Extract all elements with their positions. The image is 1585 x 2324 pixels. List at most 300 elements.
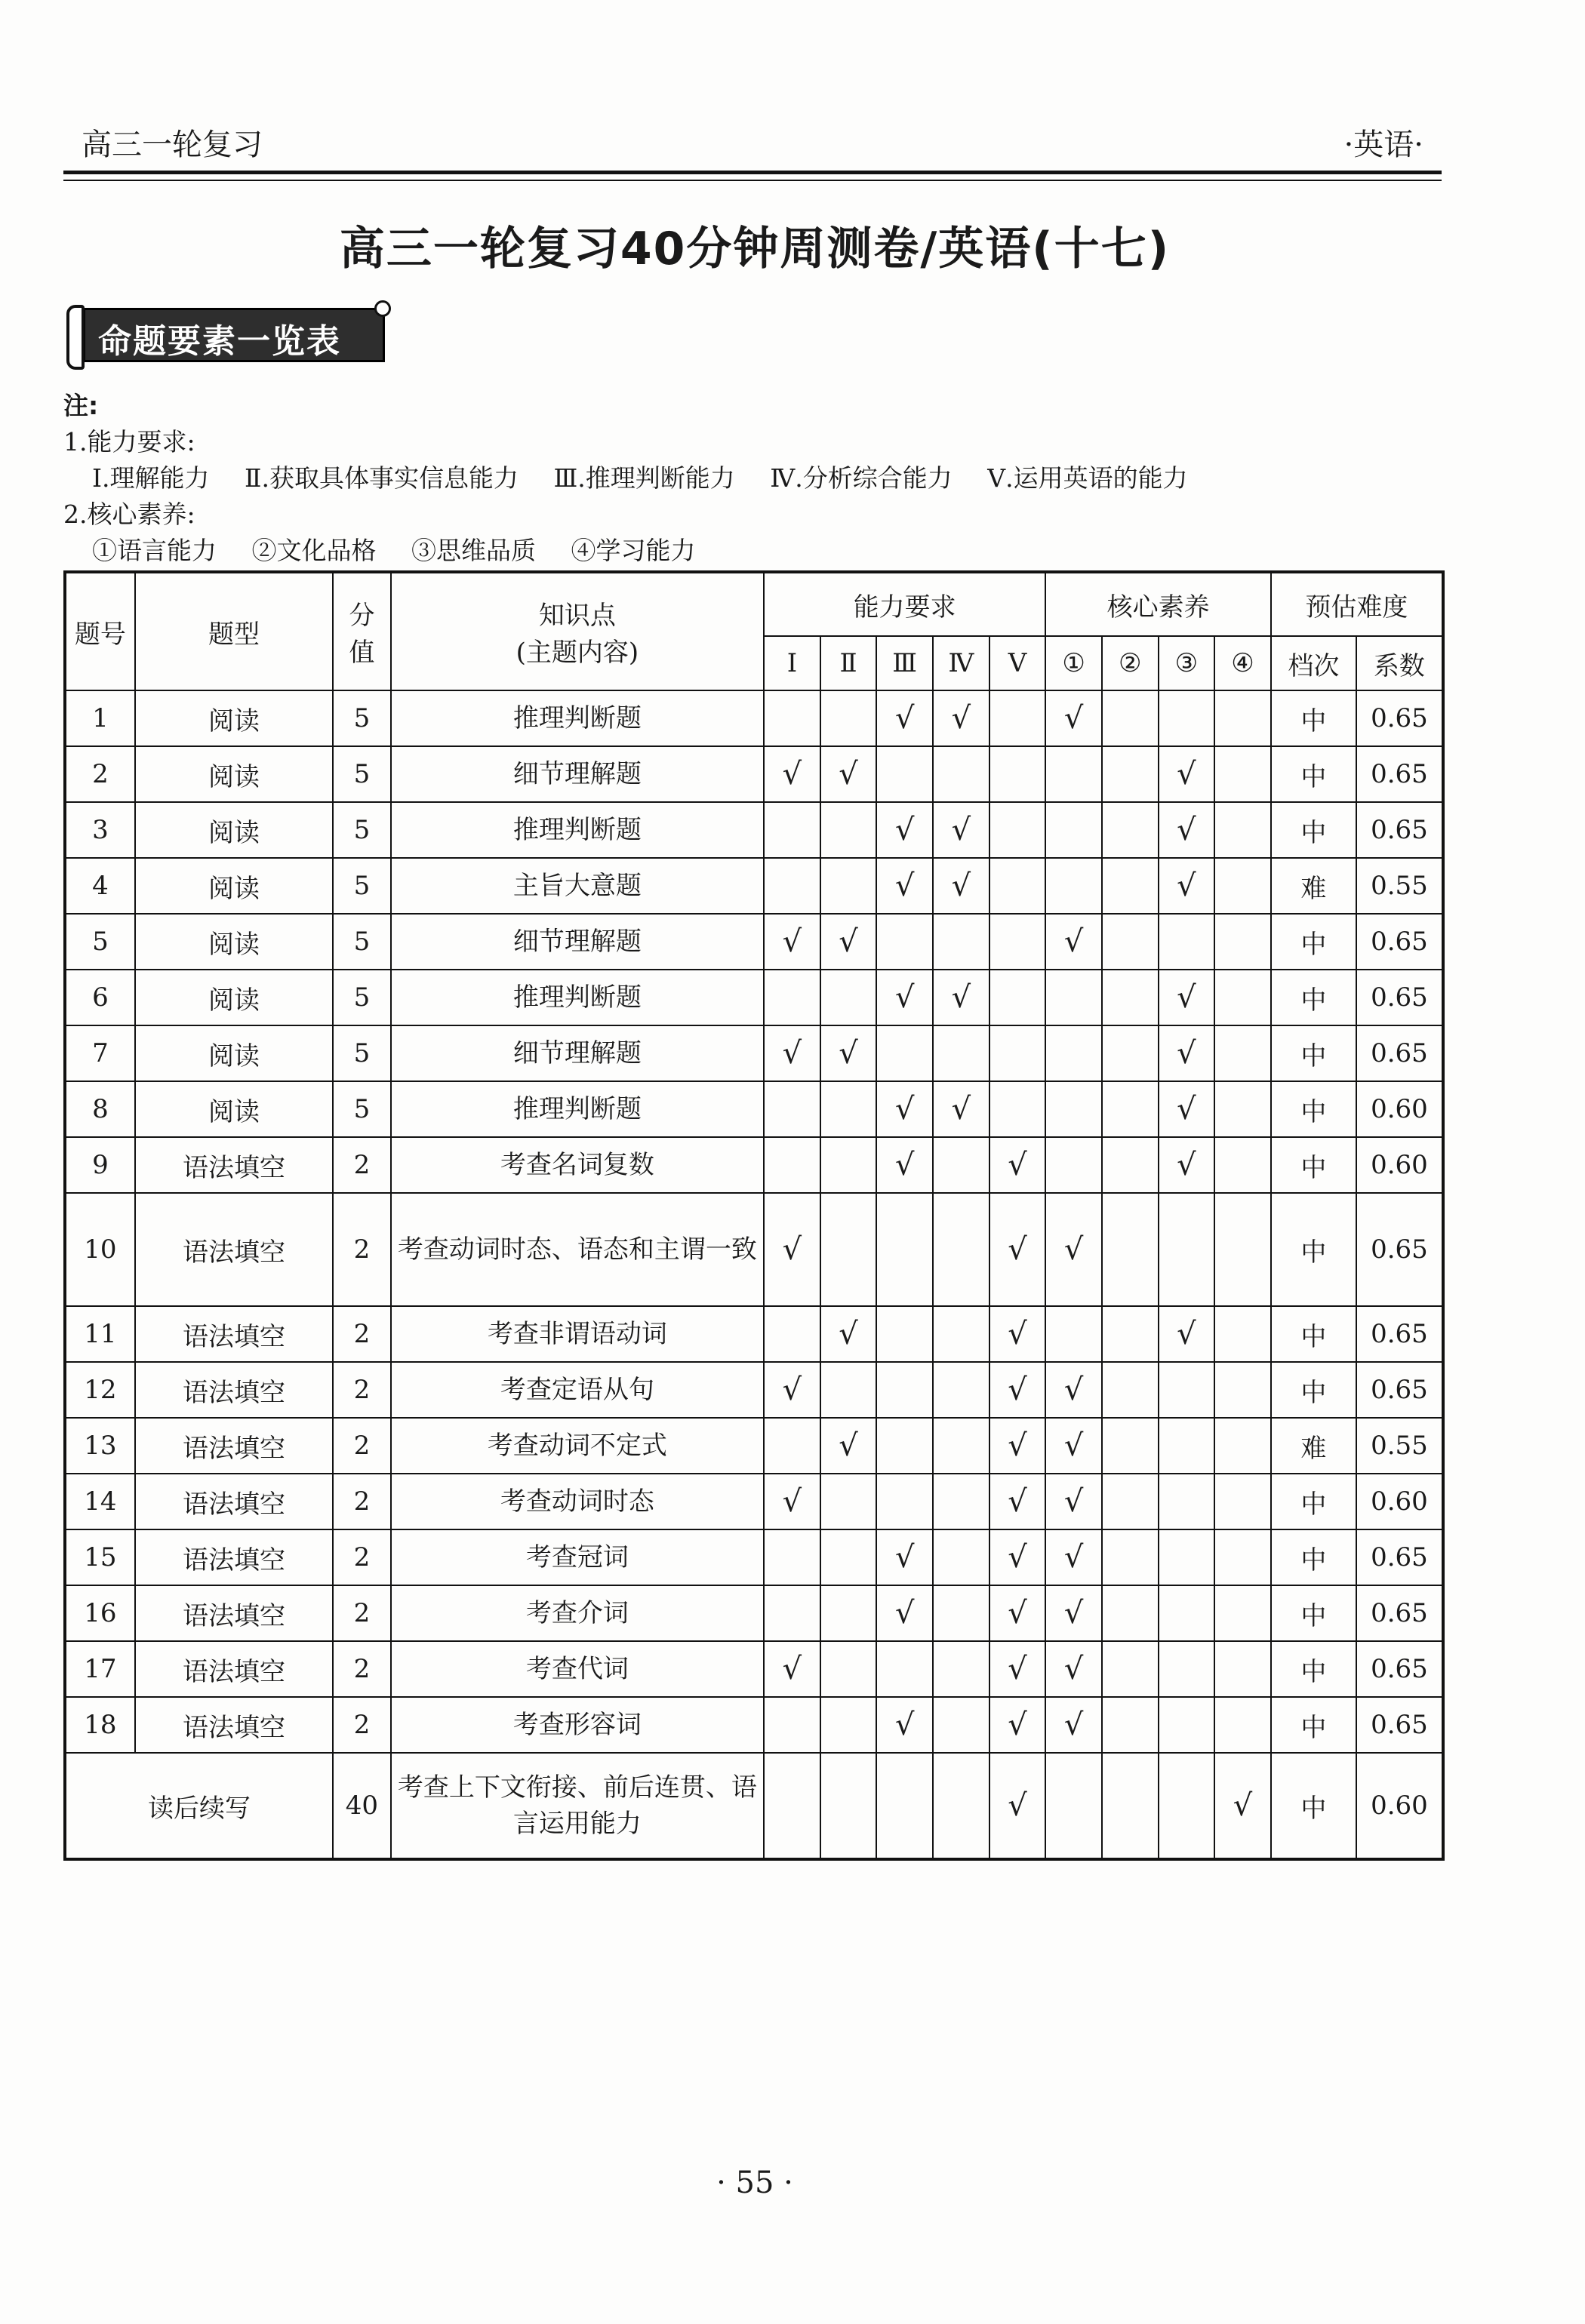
table-row (65, 1641, 1443, 1697)
ability-check-cell: √ (933, 858, 989, 914)
ability-check-cell (820, 858, 877, 914)
core-check-cell (1159, 1753, 1215, 1859)
core-item: ③思维品质 (411, 536, 536, 565)
ability-check-cell: √ (876, 1081, 933, 1137)
cell-kp: 考查冠词 (391, 1529, 764, 1585)
core-check-cell (1214, 1697, 1271, 1753)
page-number: · 55 · (716, 2166, 793, 2200)
core-check-cell (1045, 802, 1102, 858)
cell-type: 语法填空 (135, 1306, 333, 1362)
cell-score: 5 (333, 1081, 391, 1137)
ability-check-cell (933, 746, 989, 802)
ability-check-cell (820, 1697, 877, 1753)
ability-check-cell (820, 1641, 877, 1697)
ability-check-cell (989, 802, 1046, 858)
core-item: ②文化品格 (251, 536, 377, 565)
ability-check-cell (764, 690, 820, 746)
cell-level: 中 (1271, 1641, 1356, 1697)
core-check-cell: √ (1159, 1025, 1215, 1081)
table-row (65, 1529, 1443, 1585)
cell-type: 语法填空 (135, 1362, 333, 1418)
ability-check-cell (989, 914, 1046, 970)
cell-kp: 考查非谓语动词 (391, 1306, 764, 1362)
core-check-cell (1214, 1137, 1271, 1193)
cell-type: 语法填空 (135, 1529, 333, 1585)
cell-coef: 0.60 (1356, 1081, 1443, 1137)
cell-kp: 考查形容词 (391, 1697, 764, 1753)
cell-num: 3 (65, 802, 135, 858)
cell-type: 阅读 (135, 858, 333, 914)
notes (63, 388, 1215, 569)
core-check-cell (1045, 1025, 1102, 1081)
header-rule-thick (63, 171, 1442, 174)
cell-type: 阅读 (135, 1025, 333, 1081)
cell-type: 语法填空 (135, 1697, 333, 1753)
cell-type: 阅读 (135, 914, 333, 970)
core-check-cell (1159, 690, 1215, 746)
level-col-header: 档次 (1271, 636, 1356, 690)
cell-type: 阅读 (135, 802, 333, 858)
cell-level: 中 (1271, 1585, 1356, 1641)
ability-check-cell (876, 746, 933, 802)
ability-check-cell (820, 1474, 877, 1529)
core-title: 2.核心素养: (63, 500, 195, 529)
ability-check-cell: √ (764, 914, 820, 970)
cell-score: 2 (333, 1193, 391, 1306)
ability-check-cell: √ (876, 858, 933, 914)
table-row (65, 1362, 1443, 1418)
cell-num: 9 (65, 1137, 135, 1193)
core-check-cell (1045, 858, 1102, 914)
cell-num: 2 (65, 746, 135, 802)
core-check-cell (1045, 746, 1102, 802)
cell-level: 中 (1271, 1697, 1356, 1753)
cell-num: 6 (65, 970, 135, 1025)
cell-level: 中 (1271, 970, 1356, 1025)
core-check-cell: √ (1045, 1641, 1102, 1697)
cell-coef: 0.65 (1356, 1193, 1443, 1306)
core-check-cell: √ (1045, 1474, 1102, 1529)
cell-kp: 细节理解题 (391, 1025, 764, 1081)
cell-coef: 0.65 (1356, 1641, 1443, 1697)
cell-num: 16 (65, 1585, 135, 1641)
cell-num: 12 (65, 1362, 135, 1418)
cell-score: 2 (333, 1529, 391, 1585)
ability-check-cell: √ (764, 1193, 820, 1306)
ability-check-cell (820, 1137, 877, 1193)
core-check-cell (1102, 858, 1159, 914)
cell-kp: 考查名词复数 (391, 1137, 764, 1193)
table-row (65, 1137, 1443, 1193)
ability-check-cell (764, 1529, 820, 1585)
ability-check-cell: √ (876, 1585, 933, 1641)
ability-check-cell (820, 1193, 877, 1306)
header-subject: ·英语· (1343, 128, 1423, 162)
ability-check-cell (764, 970, 820, 1025)
core-check-cell: √ (1045, 914, 1102, 970)
ability-check-cell (989, 970, 1046, 1025)
table-row (65, 1585, 1443, 1641)
cell-score: 2 (333, 1474, 391, 1529)
cell-num: 7 (65, 1025, 135, 1081)
core-check-cell (1214, 746, 1271, 802)
ability-check-cell: √ (876, 690, 933, 746)
core-check-cell (1102, 1137, 1159, 1193)
col-kp-header (391, 572, 764, 690)
ability-check-cell (764, 1137, 820, 1193)
cell-coef: 0.65 (1356, 970, 1443, 1025)
kp-header-main: 知识点 (538, 601, 616, 631)
core-check-cell (1102, 1585, 1159, 1641)
ability-check-cell (820, 802, 877, 858)
ability-item: Ⅲ.推理判断能力 (553, 463, 735, 493)
cell-coef: 0.60 (1356, 1474, 1443, 1529)
core-group-header: 核心素养 (1045, 572, 1271, 636)
ability-item: Ⅳ.分析综合能力 (770, 463, 953, 493)
page-header (63, 121, 1442, 166)
ability-check-cell (764, 1081, 820, 1137)
ability-check-cell: √ (989, 1362, 1046, 1418)
ability-check-cell (876, 914, 933, 970)
core-check-cell (1102, 1193, 1159, 1306)
cell-coef: 0.65 (1356, 914, 1443, 970)
ability-check-cell (933, 1418, 989, 1474)
ability-check-cell: √ (989, 1753, 1046, 1859)
cell-coef: 0.65 (1356, 746, 1443, 802)
cell-num: 15 (65, 1529, 135, 1585)
cell-type: 语法填空 (135, 1193, 333, 1306)
core-check-cell (1102, 1753, 1159, 1859)
ability-check-cell (876, 1306, 933, 1362)
ability-check-cell: √ (989, 1306, 1046, 1362)
cell-type: 语法填空 (135, 1641, 333, 1697)
core-check-cell: √ (1045, 1362, 1102, 1418)
cell-coef: 0.55 (1356, 858, 1443, 914)
ability-check-cell: √ (933, 1081, 989, 1137)
core-check-cell (1214, 1306, 1271, 1362)
ability-check-cell: √ (933, 970, 989, 1025)
core-check-cell (1214, 1418, 1271, 1474)
core-check-cell: √ (1045, 1193, 1102, 1306)
ability-check-cell (933, 1137, 989, 1193)
ability-check-cell (820, 1362, 877, 1418)
core-check-cell (1102, 802, 1159, 858)
cell-kp: 考查动词时态 (391, 1474, 764, 1529)
cell-level: 中 (1271, 1193, 1356, 1306)
core-check-cell (1214, 1193, 1271, 1306)
ability-check-cell (989, 1025, 1046, 1081)
cell-kp: 推理判断题 (391, 802, 764, 858)
core-check-cell (1045, 970, 1102, 1025)
core-check-cell (1214, 1585, 1271, 1641)
core-check-cell (1045, 1306, 1102, 1362)
col-score-header: 分值 (333, 572, 391, 690)
core-check-cell: √ (1159, 746, 1215, 802)
ability-col-header: Ⅱ (820, 636, 877, 690)
cell-type: 语法填空 (135, 1137, 333, 1193)
cell-score: 2 (333, 1137, 391, 1193)
ability-check-cell: √ (876, 1529, 933, 1585)
cell-score: 2 (333, 1641, 391, 1697)
ability-check-cell (820, 970, 877, 1025)
ability-check-cell (876, 1474, 933, 1529)
table-row (65, 802, 1443, 858)
cell-score: 2 (333, 1697, 391, 1753)
core-check-cell (1214, 970, 1271, 1025)
core-check-cell (1159, 1641, 1215, 1697)
cell-level: 中 (1271, 746, 1356, 802)
core-check-cell (1102, 1418, 1159, 1474)
ability-check-cell (764, 1418, 820, 1474)
cell-kp: 考查动词不定式 (391, 1418, 764, 1474)
cell-coef: 0.65 (1356, 802, 1443, 858)
core-item: ④学习能力 (571, 536, 696, 565)
cell-num: 1 (65, 690, 135, 746)
cell-num: 14 (65, 1474, 135, 1529)
core-check-cell (1045, 1753, 1102, 1859)
cell-coef: 0.65 (1356, 690, 1443, 746)
ability-check-cell (933, 1753, 989, 1859)
ability-check-cell (820, 1585, 877, 1641)
core-check-cell (1159, 1697, 1215, 1753)
core-check-cell (1159, 1585, 1215, 1641)
col-num-header: 题号 (65, 572, 135, 690)
ability-list (63, 460, 1215, 496)
ability-check-cell: √ (764, 1025, 820, 1081)
coef-col-header: 系数 (1356, 636, 1443, 690)
banner-label: 命题要素一览表 (98, 322, 341, 361)
core-check-cell (1214, 1474, 1271, 1529)
ability-check-cell: √ (989, 1137, 1046, 1193)
core-check-cell (1214, 858, 1271, 914)
ability-check-cell: √ (989, 1641, 1046, 1697)
cell-type: 语法填空 (135, 1474, 333, 1529)
cell-type: 阅读 (135, 690, 333, 746)
cell-level: 中 (1271, 802, 1356, 858)
core-check-cell: √ (1045, 1529, 1102, 1585)
ability-check-cell (933, 1362, 989, 1418)
cell-kp: 细节理解题 (391, 914, 764, 970)
core-check-cell (1102, 1306, 1159, 1362)
core-col-header: ① (1045, 636, 1102, 690)
cell-kp: 细节理解题 (391, 746, 764, 802)
ability-check-cell (933, 1474, 989, 1529)
table-row (65, 1025, 1443, 1081)
cell-score: 5 (333, 802, 391, 858)
ability-item: Ⅱ.获取具体事实信息能力 (245, 463, 519, 493)
ability-check-cell: √ (764, 746, 820, 802)
ability-check-cell: √ (820, 1306, 877, 1362)
core-check-cell (1159, 1362, 1215, 1418)
ability-check-cell (876, 1193, 933, 1306)
ability-col-header: Ⅳ (933, 636, 989, 690)
elements-table (63, 570, 1445, 1861)
ability-check-cell: √ (989, 1529, 1046, 1585)
core-check-cell: √ (1045, 1585, 1102, 1641)
ability-check-cell: √ (989, 1193, 1046, 1306)
page-title: 高三一轮复习40分钟周测卷/英语(十七) (339, 223, 1171, 275)
difficulty-group-header: 预估难度 (1271, 572, 1443, 636)
cell-level: 中 (1271, 914, 1356, 970)
cell-kp: 考查介词 (391, 1585, 764, 1641)
ability-check-cell (933, 1641, 989, 1697)
cell-score: 2 (333, 1306, 391, 1362)
core-check-cell: √ (1214, 1753, 1271, 1859)
core-check-cell (1102, 1362, 1159, 1418)
core-check-cell (1102, 1081, 1159, 1137)
ability-check-cell (764, 1753, 820, 1859)
table-row (65, 1081, 1443, 1137)
ability-col-header: Ⅲ (876, 636, 933, 690)
core-check-cell (1045, 1137, 1102, 1193)
cell-type: 阅读 (135, 1081, 333, 1137)
core-check-cell (1214, 1081, 1271, 1137)
cell-type: 阅读 (135, 746, 333, 802)
core-check-cell: √ (1159, 1081, 1215, 1137)
core-col-header: ④ (1214, 636, 1271, 690)
kp-header-sub: (主题内容) (516, 638, 639, 668)
ability-check-cell: √ (764, 1641, 820, 1697)
core-check-cell (1102, 1641, 1159, 1697)
cell-num: 10 (65, 1193, 135, 1306)
core-check-cell (1159, 914, 1215, 970)
table-row (65, 1418, 1443, 1474)
core-check-cell: √ (1159, 858, 1215, 914)
notes-label: 注: (63, 391, 99, 420)
core-check-cell: √ (1045, 1697, 1102, 1753)
cell-num: 5 (65, 914, 135, 970)
core-check-cell (1214, 1641, 1271, 1697)
core-check-cell (1214, 914, 1271, 970)
cell-kp: 考查上下文衔接、前后连贯、语言运用能力 (391, 1753, 764, 1859)
core-check-cell: √ (1159, 970, 1215, 1025)
ability-check-cell (933, 914, 989, 970)
core-check-cell: √ (1159, 1137, 1215, 1193)
cell-score: 5 (333, 858, 391, 914)
cell-num: 11 (65, 1306, 135, 1362)
ability-check-cell (764, 858, 820, 914)
table-row (65, 746, 1443, 802)
ability-check-cell: √ (764, 1474, 820, 1529)
ability-check-cell: √ (876, 1137, 933, 1193)
core-check-cell (1045, 1081, 1102, 1137)
table-row (65, 1697, 1443, 1753)
ability-check-cell: √ (989, 1418, 1046, 1474)
scroll-curl-icon (374, 300, 391, 317)
cell-num: 4 (65, 858, 135, 914)
core-check-cell (1214, 690, 1271, 746)
cell-coef: 0.65 (1356, 1025, 1443, 1081)
core-check-cell: √ (1045, 1418, 1102, 1474)
core-check-cell (1214, 802, 1271, 858)
cell-score: 40 (333, 1753, 391, 1859)
cell-score: 2 (333, 1585, 391, 1641)
cell-level: 中 (1271, 1081, 1356, 1137)
ability-check-cell (876, 1641, 933, 1697)
ability-col-header: Ⅰ (764, 636, 820, 690)
cell-level: 难 (1271, 1418, 1356, 1474)
cell-num: 8 (65, 1081, 135, 1137)
cell-coef: 0.65 (1356, 1529, 1443, 1585)
cell-type: 读后续写 (65, 1753, 333, 1859)
ability-check-cell (876, 1418, 933, 1474)
table-row (65, 914, 1443, 970)
ability-check-cell (876, 1362, 933, 1418)
ability-check-cell (933, 1306, 989, 1362)
cell-kp: 考查定语从句 (391, 1362, 764, 1418)
section-banner (66, 300, 391, 370)
ability-check-cell (764, 1697, 820, 1753)
core-check-cell (1159, 1193, 1215, 1306)
ability-check-cell: √ (820, 746, 877, 802)
ability-check-cell (764, 1585, 820, 1641)
ability-check-cell (820, 1081, 877, 1137)
ability-check-cell: √ (933, 690, 989, 746)
ability-check-cell: √ (989, 1697, 1046, 1753)
ability-check-cell: √ (933, 802, 989, 858)
core-check-cell: √ (1159, 1306, 1215, 1362)
ability-check-cell (933, 1193, 989, 1306)
ability-check-cell (820, 690, 877, 746)
core-check-cell (1102, 970, 1159, 1025)
cell-level: 中 (1271, 1137, 1356, 1193)
cell-kp: 考查代词 (391, 1641, 764, 1697)
core-item: ①语言能力 (92, 536, 217, 565)
core-list (63, 533, 1215, 569)
core-check-cell (1102, 914, 1159, 970)
core-check-cell (1214, 1529, 1271, 1585)
ability-check-cell (989, 746, 1046, 802)
table-row (65, 1474, 1443, 1529)
ability-check-cell (989, 690, 1046, 746)
ability-check-cell: √ (989, 1474, 1046, 1529)
cell-type: 阅读 (135, 970, 333, 1025)
cell-kp: 推理判断题 (391, 970, 764, 1025)
cell-level: 中 (1271, 1025, 1356, 1081)
cell-level: 中 (1271, 1474, 1356, 1529)
cell-type: 语法填空 (135, 1585, 333, 1641)
table-row (65, 970, 1443, 1025)
header-rule-thin (63, 180, 1442, 181)
cell-score: 2 (333, 1362, 391, 1418)
core-check-cell (1102, 746, 1159, 802)
ability-check-cell (876, 1753, 933, 1859)
ability-check-cell (764, 1306, 820, 1362)
cell-num: 18 (65, 1697, 135, 1753)
ability-check-cell (989, 1081, 1046, 1137)
ability-item: Ⅴ.运用英语的能力 (987, 463, 1188, 493)
cell-score: 5 (333, 914, 391, 970)
ability-item: Ⅰ.理解能力 (92, 463, 210, 493)
cell-level: 难 (1271, 858, 1356, 914)
cell-coef: 0.55 (1356, 1418, 1443, 1474)
cell-kp: 考查动词时态、语态和主谓一致 (391, 1193, 764, 1306)
col-type-header: 题型 (135, 572, 333, 690)
cell-score: 5 (333, 1025, 391, 1081)
cell-score: 5 (333, 970, 391, 1025)
cell-kp: 主旨大意题 (391, 858, 764, 914)
ability-check-cell (820, 1529, 877, 1585)
table-row (65, 1193, 1443, 1306)
scroll-icon (66, 305, 85, 370)
core-check-cell (1214, 1025, 1271, 1081)
cell-level: 中 (1271, 690, 1356, 746)
ability-check-cell (933, 1025, 989, 1081)
cell-score: 2 (333, 1418, 391, 1474)
core-check-cell (1102, 1529, 1159, 1585)
header-series: 高三一轮复习 (82, 128, 263, 162)
ability-check-cell: √ (876, 970, 933, 1025)
